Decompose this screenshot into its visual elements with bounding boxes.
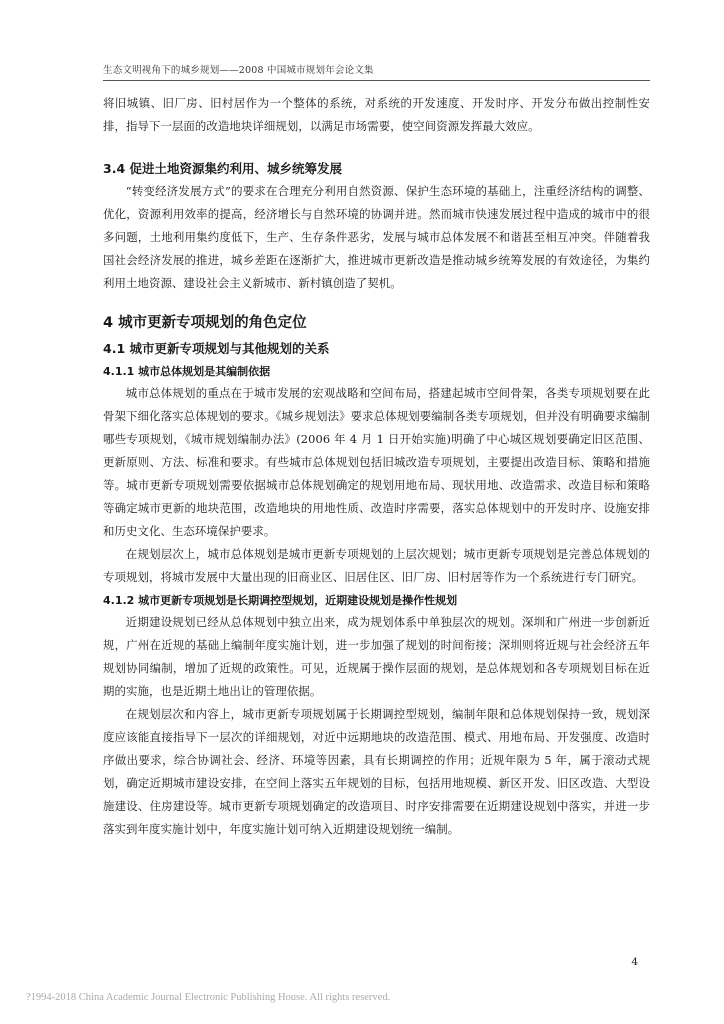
running-header: 生态文明视角下的城乡规划——2008 中国城市规划年会论文集 [103, 65, 374, 76]
paragraph-continuation: 将旧城镇、旧厂房、旧村居作为一个整体的系统，对系统的开发速度、开发时序、开发分布做出控制性安排，指导下一层面的改造地块详细规划，以满足市场需要，使空间资源发挥最大效应。 [103, 96, 650, 133]
paragraph-short-term-plan: 近期建设规划已经从总体规划中独立出来，成为规划体系中单独层次的规划。深圳和广州进一步创新近规，广州在近规的基础上编制年度实施计划，进一步加强了规划的时间衔接；深圳则将近规与社会经济五年规划协同编制，增加了近规的政策性。可见，近规属于操作层面的规划，是总体规划和各专项规划目标在近期的实施，也是近期土地出让的管理依据。 [103, 615, 650, 698]
header-rule [103, 80, 650, 81]
paragraph-master-plan: 城市总体规划的重点在于城市发展的宏观战略和空间布局，搭建起城市空间骨架，各类专项规划要在此骨架下细化落实总体规划的要求。《城乡规划法》要求总体规划要编制各类专项规划，但并没有明确要求编制哪些专项规划，《城市规划编制办法》(2006 年 4 月 1 日开始实施)明确了中心城区规划要确定旧区范围、更新原则、方法、标准和要求。有些城市总体规划包括旧城改造专项规划，主要提出改造目标、策略和措施等。城市更新专项规划需要依据城市总体规划确定的规划用地布局、现状用地、改造需求、改造目标和策略等确定城市更新的地块范围，改造地块的用地性质、改造时序需要，落实总体规划中的开发时序、设施安排和历史文化、生态环境保护要求。 [103, 386, 650, 538]
section-heading-4-1-2: 4.1.2 城市更新专项规划是长期调控型规划，近期建设规划是操作性规划 [103, 594, 458, 607]
paragraph-planning-level: 在规划层次上，城市总体规划是城市更新专项规划的上层次规划；城市更新专项规划是完善总体规划的专项规划，将城市发展中大量出现的旧商业区、旧居住区、旧厂房、旧村居等作为一个系统进行专门研究。 [103, 547, 650, 584]
paragraph-long-term-control: 在规划层次和内容上，城市更新专项规划属于长期调控型规划，编制年限和总体规划保持一致，规划深度应该能直接指导下一层次的详细规划，对近中远期地块的改造范围、模式、用地布局、开发强度、改造时序做出要求，综合协调社会、经济、环境等因素，具有长期调控的作用；近规年限为 5 年，属于滚动式规划，确定近期城市建设安排，在空间上落实五年规划的目标，包括用地规模、新区开发、旧区改造、大型设施建设、住房建设等。城市更新专项规划确定的改造项目、时序安排需要在近期建设规划中落实，并进一步落实到年度实施计划中，年度实施计划可纳入近期建设规划统一编制。 [103, 707, 650, 836]
section-heading-4-1: 4.1 城市更新专项规划与其他规划的关系 [103, 341, 330, 356]
copyright-footer: ?1994-2018 China Academic Journal Electronic Publishing House. All rights reserved. [26, 992, 391, 1003]
page-number: 4 [631, 956, 638, 968]
page-body [103, 92, 650, 841]
section-heading-4: 4 城市更新专项规划的角色定位 [103, 315, 307, 331]
paragraph-transform-economy: “转变经济发展方式”的要求在合理充分利用自然资源、保护生态环境的基础上，注重经济结构的调整、优化，资源利用效率的提高，经济增长与自然环境的协调并进。然而城市快速发展过程中造成的城市中的很多问题，土地利用集约度低下，生产、生存条件恶劣，发展与城市总体发展不和谐甚至相互冲突。伴随着我国社会经济发展的推进，城乡差距在逐渐扩大，推进城市更新改造是推动城乡统筹发展的有效途径，为集约利用土地资源、建设社会主义新城市、新村镇创造了契机。 [103, 184, 650, 290]
section-heading-4-1-1: 4.1.1 城市总体规划是其编制依据 [103, 365, 271, 378]
section-heading-3-4: 3.4 促进土地资源集约利用、城乡统筹发展 [103, 161, 342, 176]
